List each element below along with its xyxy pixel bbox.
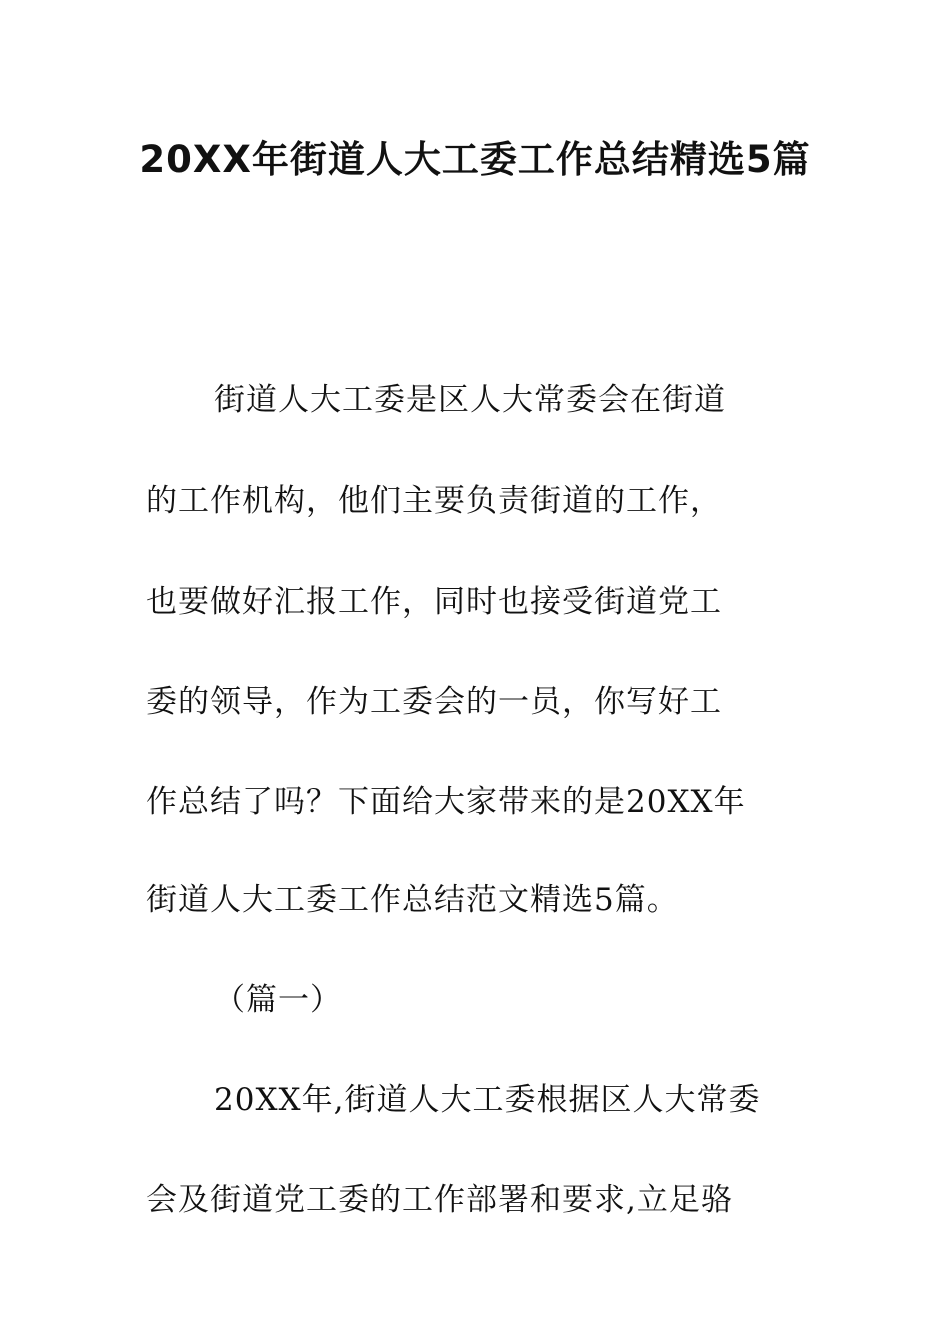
paragraph-line: 街道人大工委工作总结范文精选5篇。 [146,882,679,918]
section-heading: （篇一） [214,982,342,1018]
paragraph-line: 作总结了吗？下面给大家带来的是20XX年 [146,784,746,820]
paragraph-line: 20XX年,街道人大工委根据区人大常委 [214,1082,761,1118]
paragraph-line: 街道人大工委是区人大常委会在街道 [214,382,726,418]
paragraph-line: 也要做好汇报工作，同时也接受街道党工 [146,584,722,620]
paragraph-line: 委的领导，作为工委会的一员，你写好工 [146,684,722,720]
paragraph-line: 的工作机构，他们主要负责街道的工作， [146,483,722,519]
document-title: 20XX年街道人大工委工作总结精选5篇 [139,138,811,181]
paragraph-line: 会及街道党工委的工作部署和要求,立足骆 [146,1182,733,1218]
